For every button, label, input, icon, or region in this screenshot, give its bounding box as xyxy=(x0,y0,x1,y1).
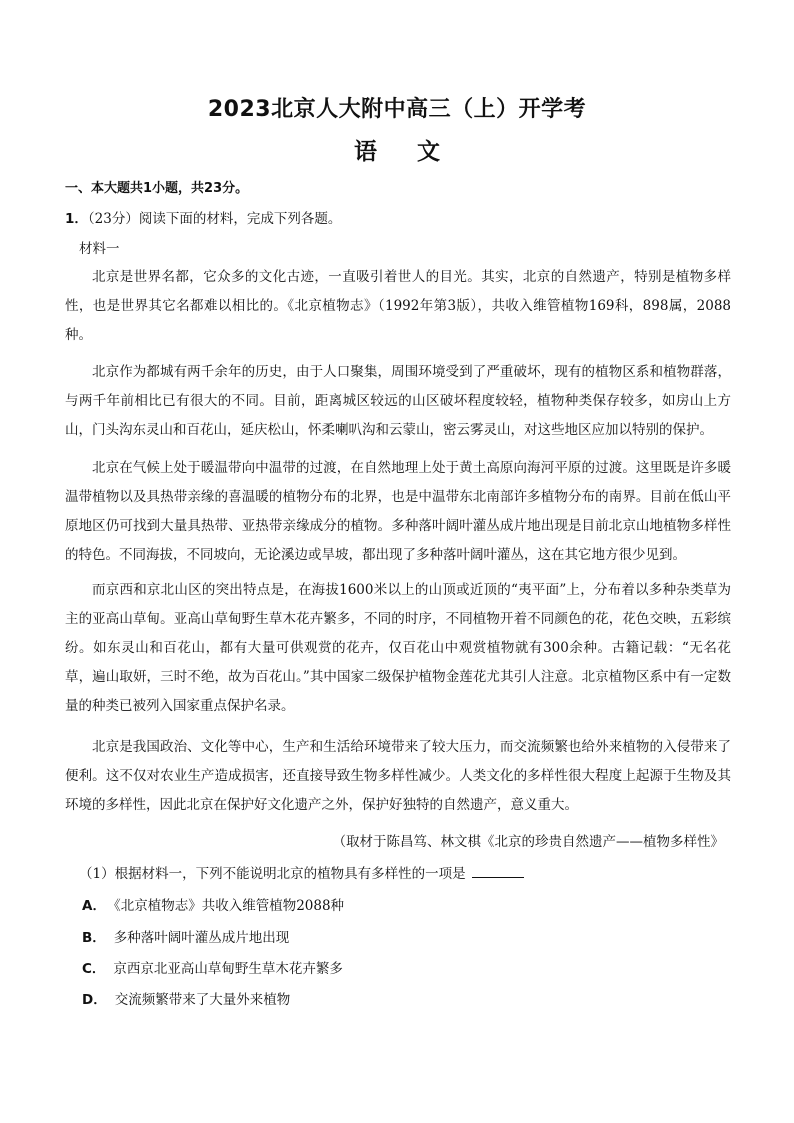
question-number: 1． xyxy=(65,211,88,227)
option-d[interactable] xyxy=(82,988,290,1008)
sub-question xyxy=(79,862,524,882)
paragraph-1: 北京是世界名都，它众多的文化古迹，一直吸引着世人的目光。其实，北京的自然遗产，特别是植物多样性，也是世界其它名都难以相比的。《北京植物志》（1992年第3版），共收入维管植物169科，898属，2088种。 xyxy=(65,269,731,343)
option-text: 多种落叶阔叶灌丛成片地出现 xyxy=(113,930,290,946)
material-label: 材料一 xyxy=(79,241,120,257)
option-text: 《北京植物志》共收入维管植物2088种 xyxy=(113,898,345,914)
option-letter: C． xyxy=(82,961,106,977)
option-text: 交流频繁带来了大量外来植物 xyxy=(114,992,291,1008)
exam-title: 2023北京人大附中高三（上）开学考 xyxy=(207,97,587,122)
paragraph-3: 北京在气候上处于暖温带向中温带的过渡，在自然地理上处于黄土高原向海河平原的过渡。这里既是许多暖温带植物以及具热带亲缘的喜温暖的植物分布的北界，也是中温带东北南部许多植物分布的南界。目前在低山平原地区仍可找到大量具热带、亚热带亲缘成分的植物。多种落叶阔叶灌丛成片地出现是目前北京山地植物多样性的特色。不同海拔，不同坡向，无论溪边或旱坡，都出现了多种落叶阔叶灌丛，这在其它地方很少见到。 xyxy=(65,460,731,563)
paragraph-2: 北京作为都城有两千余年的历史，由于人口聚集，周围环境受到了严重破坏，现有的植物区系和植物群落，与两千年前相比已有很大的不同。目前，距离城区较远的山区破坏程度较轻，植物种类保存较多，如房山上方山，门头沟东灵山和百花山，延庆松山，怀柔喇叭沟和云蒙山，密云雾灵山，对这些地区应加以特别的保护。 xyxy=(65,364,731,438)
paragraph-4: 而京西和京北山区的突出特点是，在海拔1600米以上的山顶或近顶的“夷平面”上，分布着以多种杂类草为主的亚高山草甸。亚高山草甸野生草木花卉繁多，不同的时序，不同植物开着不同颜色的花，花色交映，五彩缤纷。如东灵山和百花山，都有大量可供观赏的花卉，仅百花山中观赏植物就有300余种。古籍记载：“无名花草，遍山取妍，三时不绝，故为百花山。”其中国家二级保护植物金莲花尤其引人注意。北京植物区系中有一定数量的种类已被列入国家重点保护名录。 xyxy=(65,582,731,714)
answer-blank[interactable] xyxy=(472,863,524,878)
option-text: 京西京北亚高山草甸野生草木花卉繁多 xyxy=(113,961,343,977)
question-stem xyxy=(65,207,341,227)
option-a[interactable] xyxy=(82,894,344,914)
option-c[interactable] xyxy=(82,957,343,977)
sub-question-text: （1）根据材料一，下列不能说明北京的植物具有多样性的一项是 xyxy=(79,866,466,882)
option-letter: A． xyxy=(82,898,106,914)
question-stem-text: （23分）阅读下面的材料，完成下列各题。 xyxy=(87,211,342,227)
paragraph-5: 北京是我国政治、文化等中心，生产和生活给环境带来了较大压力，而交流频繁也给外来植物的入侵带来了便利。这不仅对农业生产造成损害，还直接导致生物多样性减少。人类文化的多样性很大程度上起源于生物及其环境的多样性，因此北京在保护好文化遗产之外，保护好独特的自然遗产，意义重大。 xyxy=(65,739,731,813)
subject-title: 语文 xyxy=(354,139,480,165)
source-citation: （取材于陈昌笃、林文棋《北京的珍贵自然遗产——植物多样性》 xyxy=(332,834,724,850)
option-letter: B． xyxy=(82,930,106,946)
section-heading: 一、本大题共1小题，共23分。 xyxy=(65,181,249,196)
option-b[interactable] xyxy=(82,926,289,946)
option-letter: D． xyxy=(82,992,107,1008)
